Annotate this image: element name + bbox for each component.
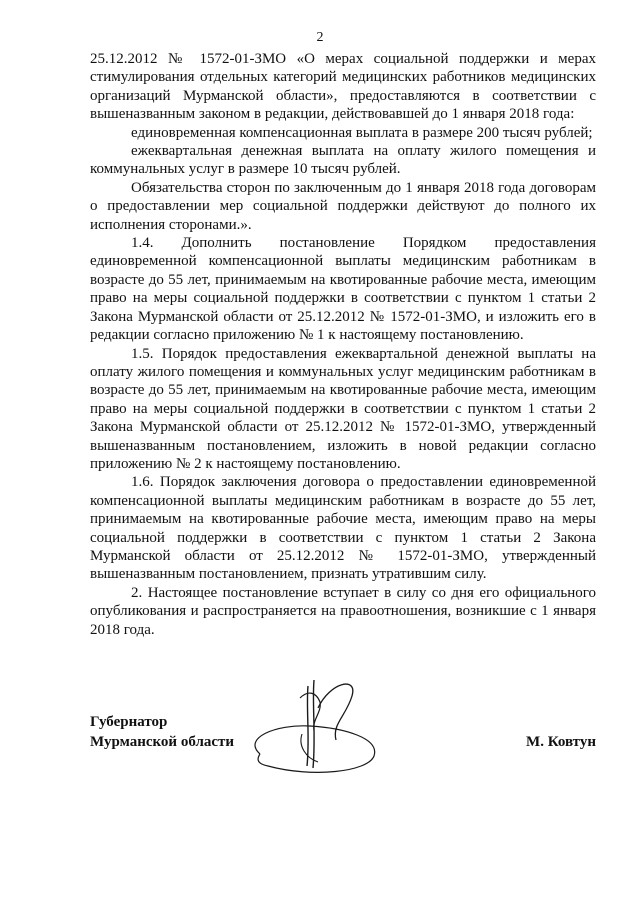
paragraph-obligations: Обязательства сторон по заключенным до 1 января 2018 года договорам о предоставлении мер социальной поддержки действуют до полного их исполнения сторонами.». [90, 179, 596, 233]
paragraph-item-2: 2. Настоящее постановление вступает в силу со дня его официального опубликования и распространяется на правоотношения, возникшие с 1 января 2018 года. [90, 584, 596, 638]
paragraph-item-1-6: 1.6. Порядок заключения договора о предоставлении единовременной компенсационной выплаты медицинским работникам в возрасте до 55 лет, принимаемым на квотированные рабочие места, имеющим право на меры социальной поддержки в соответствии с пунктом 1 статьи 2 Закона Мурманской области от 25.12.2012 № 1572-01-ЗМО, утвержденный вышеназванным постановлением, признать утратившим силу. [90, 474, 596, 583]
document-body [90, 50, 596, 639]
paragraph-quarterly-payment: ежеквартальная денежная выплата на оплату жилого помещения и коммунальных услуг в размере 10 тысяч рублей. [90, 143, 596, 178]
paragraph-lump-sum-payment: единовременная компенсационная выплата в размере 200 тысяч рублей; [131, 124, 593, 141]
paragraph-item-1-5: 1.5. Порядок предоставления ежеквартальной денежной выплаты на оплату жилого помещения и коммунальных услуг медицинским работникам в возрасте до 55 лет, принимаемым на квотированные рабочие места, имеющим право на меры социальной поддержки в соответствии с пунктом 1 статьи 2 Закона Мурманской области от 25.12.2012 № 1572-01-ЗМО, утвержденный вышеназванным постановлением, изложить в новой редакции согласно приложению № 2 к настоящему постановлению. [90, 345, 596, 472]
signatory-title [90, 712, 234, 752]
signatory-name: М. Ковтун [526, 734, 596, 750]
signatory-position: Губернатор [90, 714, 168, 730]
paragraph-item-1-4: 1.4. Дополнить постановление Порядком предоставления единовременной компенсационной выплаты медицинским работникам в возрасте до 55 лет, принимаемым на квотированные рабочие места, имеющим право на меры социальной поддержки в соответствии с пунктом 1 статьи 2 Закона Мурманской области от 25.12.2012 № 1572-01-ЗМО, и изложить его в редакции согласно приложению № 1 к настоящему постановлению. [90, 235, 596, 344]
page-number: 2 [316, 30, 324, 45]
signatory-region: Мурманской области [90, 734, 235, 750]
signature-block [90, 712, 596, 772]
paragraph-continuation: 25.12.2012 № 1572-01-ЗМО «О мерах социальной поддержки и мерах стимулирования отдельных категорий медицинских работников медицинских организаций Мурманской области», предоставляются в соответствии с вышеназванным законом в редакции, действовавшей до 1 января 2018 года: [90, 51, 596, 123]
